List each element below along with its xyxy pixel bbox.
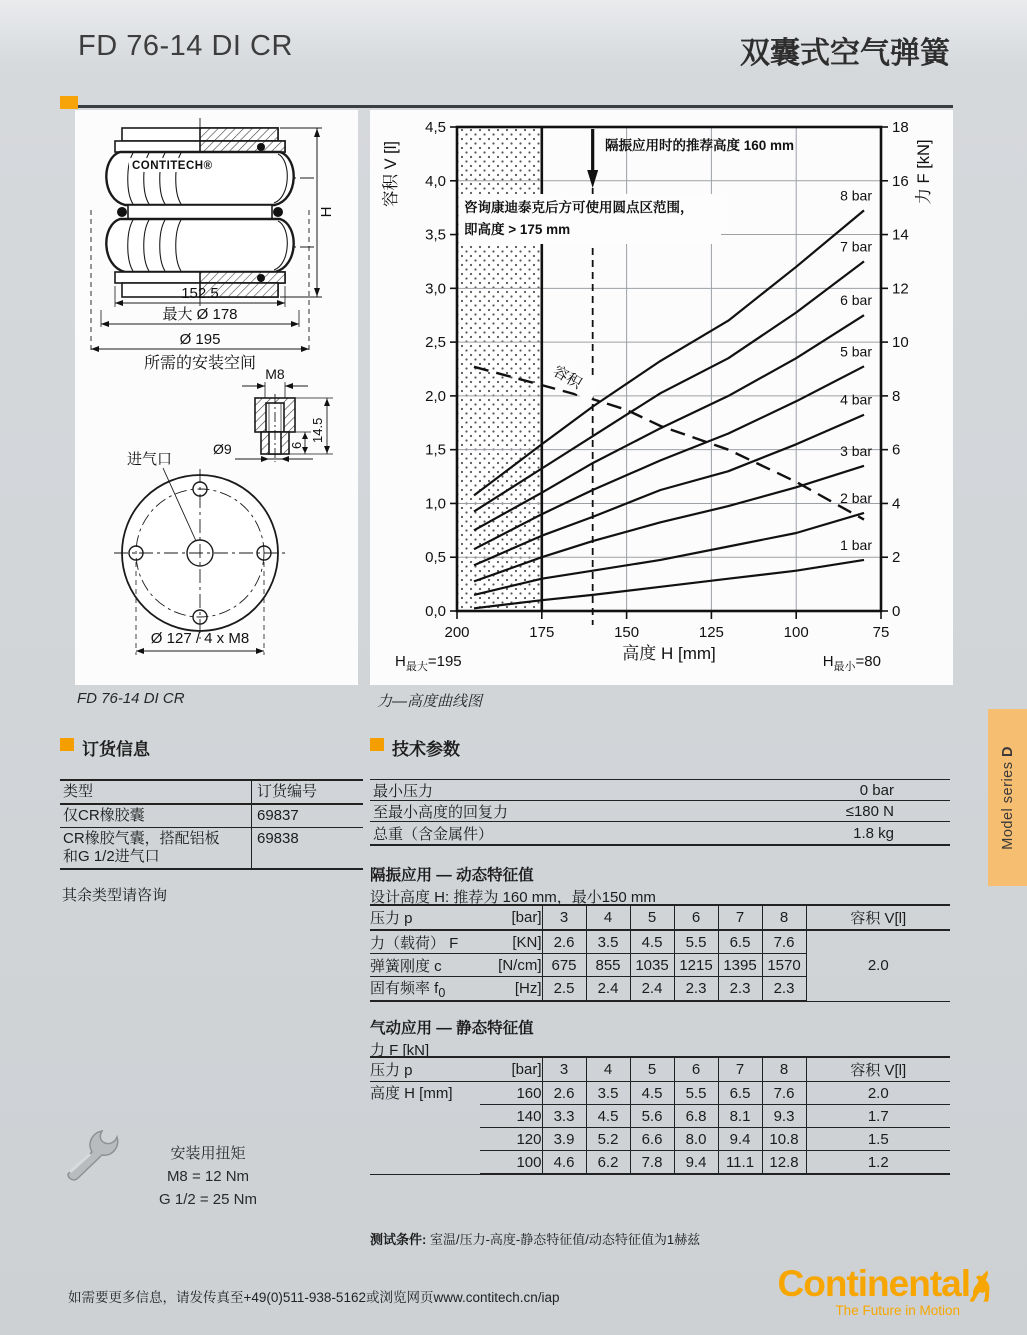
table-cell: 1035 [630, 954, 674, 977]
table-cell: 6 [674, 905, 718, 930]
air-spring-drawing [75, 110, 358, 685]
table-cell: 855 [586, 954, 630, 977]
axis-tick: 200 [444, 624, 470, 641]
table-cell: 6.8 [674, 1105, 718, 1128]
table-cell: 压力 p [370, 905, 480, 930]
table-cell [60, 828, 252, 868]
dim-max-dia-label: 最大 Ø 178 [162, 306, 238, 323]
table-cell: 6.5 [718, 1082, 762, 1105]
dynamic-subtitle: 设计高度 H: 推荐为 160 mm，最小150 mm [370, 889, 656, 906]
axis-tick: 12 [892, 280, 909, 298]
thread-label: M8 [265, 366, 285, 382]
table-cell: 4 [586, 1057, 630, 1082]
table-cell: 12.8 [762, 1151, 806, 1175]
contitech-logo-text: CONTITECH® [132, 160, 213, 172]
page-title-cn: 双囊式空气弹簧 [740, 37, 950, 70]
param-label: 至最小高度的回复力 [373, 803, 509, 821]
table-cell: 固有频率 $f_0$ [370, 977, 480, 1002]
table [370, 904, 950, 1002]
axis-tick: 4,0 [425, 172, 446, 190]
table-cell: 3 [542, 905, 586, 930]
table-cell: 2.6 [542, 1082, 586, 1105]
table-cell: 120 [480, 1128, 542, 1151]
table-cell: 3.5 [586, 1082, 630, 1105]
insert-height-label: 14.5 [310, 417, 325, 443]
table-cell: 7.6 [762, 1082, 806, 1105]
page-title: FD 76-14 DI CR [78, 30, 293, 62]
table-cell: 1395 [718, 954, 762, 977]
table-cell: 675 [542, 954, 586, 977]
table-cell: 4.5 [630, 1082, 674, 1105]
table-row [370, 1082, 950, 1105]
axis-tick: 175 [529, 624, 555, 641]
axis-tick: 2,5 [425, 334, 446, 352]
axis-tick: 0,0 [425, 603, 446, 620]
curve-label: 3 bar [840, 442, 872, 459]
table-cell: 7.8 [630, 1151, 674, 1175]
table-cell: 1.5 [806, 1128, 950, 1151]
torque-line: G 1/2 = 25 Nm [159, 1191, 257, 1208]
torque-note [118, 1142, 298, 1211]
boss-height-label: 6 [289, 441, 304, 449]
axis-tick: 14 [892, 226, 909, 244]
table [370, 1056, 950, 1175]
table-cell: 2.5 [542, 977, 586, 1002]
table-cell: 140 [480, 1105, 542, 1128]
arrow-down-icon [587, 170, 598, 188]
param-value: 1.8 kg [853, 824, 894, 842]
tech-params-table [370, 779, 950, 846]
dynamic-values-table [370, 904, 950, 1002]
test-conditions-text: 室温/压力-高度-静态特征值/动态特征值为1赫兹 [426, 1232, 701, 1247]
axis-tick: 0,5 [425, 549, 446, 567]
dim-h-label: H [318, 206, 335, 218]
table-row [370, 800, 950, 821]
curve-label: 7 bar [840, 238, 872, 255]
axis-tick: 10 [892, 334, 909, 352]
table-cell: 9.4 [718, 1128, 762, 1151]
air-inlet-label: 进气口 [127, 451, 173, 468]
model-series-tab [988, 709, 1027, 886]
dynamic-title: 隔振应用 — 动态特征值 [370, 867, 534, 884]
table-cell: 1.7 [806, 1105, 950, 1128]
axis-tick: 16 [892, 172, 909, 190]
axis-tick: 150 [614, 624, 640, 641]
table-cell: 5.5 [674, 1082, 718, 1105]
test-conditions-label: 测试条件: [370, 1232, 427, 1247]
footer-info: 如需要更多信息，请发传真至+49(0)511-938-5162或浏览网页www.contitech.cn/iap [68, 1290, 560, 1305]
axis-tick: 2,0 [425, 387, 446, 405]
table-cell: 2.0 [806, 1082, 950, 1105]
table-row [60, 781, 363, 805]
h-max-label: $H_{最大}=195$ [395, 653, 462, 673]
continental-wordmark: Continental [777, 1263, 970, 1304]
recommended-height-note: 隔振应用时的推荐高度 160 mm [605, 138, 795, 153]
wrench-icon [56, 1126, 126, 1188]
table-cell: [bar] [480, 1057, 542, 1082]
table-cell: 100 [480, 1151, 542, 1175]
table-cell: 8 [762, 1057, 806, 1082]
axis-tick: 1,5 [425, 441, 446, 459]
table-cell: 9.3 [762, 1105, 806, 1128]
table-header: 订货编号 [257, 783, 318, 800]
table-cell: 1570 [762, 954, 806, 977]
orange-corner-square [60, 96, 78, 109]
table-cell: 4.5 [586, 1105, 630, 1128]
table-cell: 10.8 [762, 1128, 806, 1151]
axis-tick: 0 [892, 603, 901, 620]
axis-tick: 2 [892, 549, 901, 567]
dotted-region-note: 咨询康迪泰克后方可使用圆点区范围， [464, 200, 694, 215]
table-cell: 3.5 [586, 930, 630, 954]
table-cell: 2.4 [630, 977, 674, 1002]
axis-tick: 125 [698, 624, 724, 641]
table-cell: 9.4 [674, 1151, 718, 1175]
table-cell: 3.3 [542, 1105, 586, 1128]
param-value: ≤180 N [845, 802, 894, 820]
table-cell: 5.6 [630, 1105, 674, 1128]
axis-tick: 6 [892, 441, 901, 459]
table-cell: 5.5 [674, 930, 718, 954]
table-cell: 8 [762, 905, 806, 930]
volume-curve-label: 容积 [550, 362, 585, 393]
bore-dia-label: Ø9 [213, 441, 232, 457]
table-row [60, 828, 363, 868]
ordering-title: 订货信息 [82, 740, 150, 759]
y-axis-left-title: 容积 V [l] [382, 140, 400, 208]
static-values-table [370, 1056, 950, 1175]
param-label: 总重（含金属件） [373, 825, 494, 843]
table-cell: 1.2 [806, 1151, 950, 1175]
curve-label: 5 bar [840, 343, 872, 360]
table-row [370, 821, 950, 844]
bolt-circle-label: Ø 127 / 4 x M8 [150, 630, 250, 647]
table-cell: 压力 p [370, 1057, 480, 1082]
table-cell: 2.3 [762, 977, 806, 1002]
axis-tick: 4,5 [425, 119, 446, 136]
static-title: 气动应用 — 静态特征值 [370, 1020, 534, 1037]
table-cell: 2.4 [586, 977, 630, 1002]
curve-label: 1 bar [840, 536, 872, 553]
table-cell: 6.5 [718, 930, 762, 954]
table-cell: 3 [542, 1057, 586, 1082]
continental-tagline: The Future in Motion [835, 1303, 960, 1318]
chart-panel [370, 110, 953, 685]
table-header: 类型 [60, 781, 252, 803]
axis-tick: 75 [872, 624, 890, 641]
table-cell: 6.2 [586, 1151, 630, 1175]
table-row [60, 805, 363, 828]
dim-width-label: 152.5 [181, 285, 219, 302]
axis-tick: 18 [892, 119, 909, 136]
table-cell: 高度 H [mm] [370, 1082, 480, 1175]
table-cell: 容积 V[l] [806, 1057, 950, 1082]
table-row [370, 905, 950, 930]
orange-bullet [370, 738, 384, 751]
table-row [370, 1057, 950, 1082]
header-rule [78, 105, 953, 108]
axis-tick: 3,5 [425, 226, 446, 244]
table-cell: 5.2 [586, 1128, 630, 1151]
table-cell: 2.3 [718, 977, 762, 1002]
table-row [370, 930, 950, 954]
axis-tick: 100 [783, 624, 809, 641]
drawing-panel [75, 110, 358, 685]
table-cell: 11.1 [718, 1151, 762, 1175]
table-cell: [KN] [480, 930, 542, 954]
h-min-label: $H_{最小}=80$ [822, 653, 881, 673]
table-cell: 4 [586, 905, 630, 930]
y-axis-right-title: 力 F [kN] [915, 139, 933, 205]
table-cell: 7.6 [762, 930, 806, 954]
drawing-caption: FD 76-14 DI CR [77, 690, 185, 707]
axis-tick: 3,0 [425, 280, 446, 298]
model-series-label: Model series D [999, 745, 1016, 850]
table-cell: 7 [718, 905, 762, 930]
axis-tick: 8 [892, 387, 901, 405]
table-cell: 4.6 [542, 1151, 586, 1175]
curve-label: 2 bar [840, 489, 872, 506]
torque-line: M8 = 12 Nm [166, 1168, 250, 1185]
type-line2: 和G 1/2进气口 [63, 848, 160, 865]
orange-bullet [60, 738, 74, 751]
table-cell: 6.6 [630, 1128, 674, 1151]
table-cell: [N/cm] [480, 954, 542, 977]
table-cell: 容积 V[l] [806, 905, 950, 930]
torque-title: 安装用扭矩 [170, 1145, 246, 1162]
table-cell: 2.3 [674, 977, 718, 1002]
table-cell: 7 [718, 1057, 762, 1082]
test-conditions [370, 1229, 700, 1248]
continental-logo [748, 1263, 994, 1318]
chart-caption: 力—高度曲线图 [377, 693, 483, 710]
dim-install-label: Ø 195 [179, 331, 221, 348]
table-cell: 4.5 [630, 930, 674, 954]
curve-label: 6 bar [840, 292, 872, 309]
x-axis-title: 高度 H [mm] [622, 644, 716, 663]
table-cell: 1215 [674, 954, 718, 977]
table-cell: 8.0 [674, 1128, 718, 1151]
curve-label: 4 bar [840, 391, 872, 408]
table-cell: [Hz] [480, 977, 542, 1002]
table-cell: 2.0 [806, 930, 950, 1001]
table-cell: [bar] [480, 905, 542, 930]
static-subtitle: 力 F [kN] [370, 1042, 430, 1059]
table-cell: 8.1 [718, 1105, 762, 1128]
table-cell: 2.6 [542, 930, 586, 954]
table-cell: 3.9 [542, 1128, 586, 1151]
param-label: 最小压力 [373, 782, 434, 800]
table-cell: 5 [630, 905, 674, 930]
param-value: 0 bar [859, 781, 894, 799]
table-cell: 5 [630, 1057, 674, 1082]
continental-horse-icon [970, 1270, 994, 1302]
ordering-table [60, 779, 363, 870]
table-cell: 69837 [257, 807, 299, 824]
tech-params-title: 技术参数 [392, 740, 460, 759]
install-note: 所需的安装空间 [143, 355, 257, 372]
axis-tick: 1,0 [425, 495, 446, 513]
ordering-note: 其余类型请咨询 [62, 887, 168, 904]
force-height-chart [370, 110, 953, 685]
dotted-region-note: 即高度 > 175 mm [464, 222, 571, 237]
table-cell: 弹簧刚度 c [370, 954, 480, 977]
table-cell: 力（载荷） F [370, 930, 480, 954]
axis-tick: 4 [892, 495, 901, 513]
table-cell: 仅CR橡胶囊 [60, 805, 252, 827]
table-cell: 69838 [257, 830, 299, 847]
type-line1: CR橡胶气囊，搭配铝板 [63, 830, 220, 847]
table-row [370, 779, 950, 800]
table-cell: 6 [674, 1057, 718, 1082]
curve-label: 8 bar [840, 187, 872, 204]
table-cell: 160 [480, 1082, 542, 1105]
